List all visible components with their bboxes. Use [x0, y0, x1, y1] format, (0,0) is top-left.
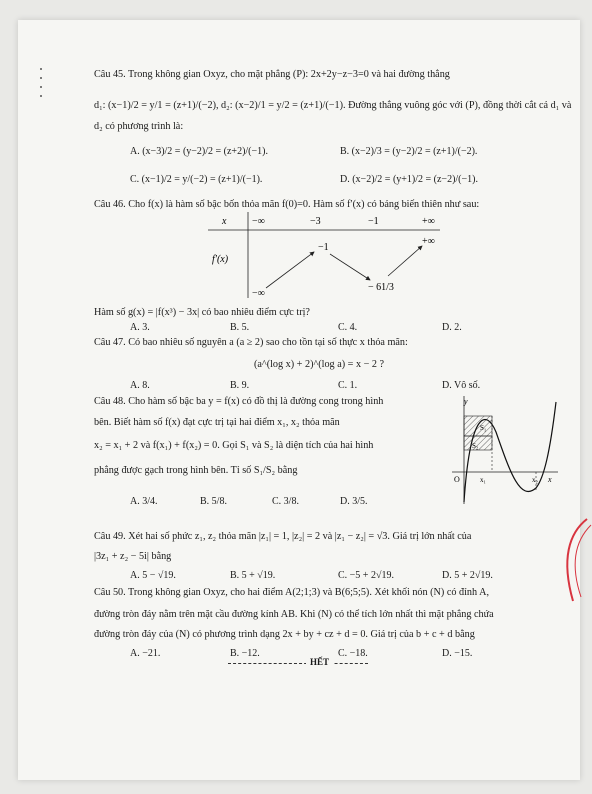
q48-line1: Câu 48. Cho hàm số bậc ba y = f(x) có đồ thị là đường cong trong hình: [94, 396, 384, 407]
q50-line1: Câu 50. Trong không gian Oxyz, cho hai điểm A(2;1;3) và B(6;5;5). Xét khối nón (N) có đỉnh A,: [94, 587, 490, 598]
q46-answer-c[interactable]: C. 4.: [338, 322, 358, 333]
table-x-neg1: −1: [368, 216, 379, 227]
q50-answer-b[interactable]: B. −12.: [230, 648, 260, 659]
red-stamp: [553, 515, 592, 605]
q48-line3: x₂ = x₁ + 2 và f(x₁) + f(x₂) = 0. Gọi S₁ và S₂ là diện tích của hai hình: [94, 440, 374, 451]
graph-y-label: y: [464, 397, 468, 406]
q50-answer-a[interactable]: A. −21.: [130, 648, 161, 659]
table-top-right: +∞: [422, 236, 435, 247]
q47-answer-a[interactable]: A. 8.: [130, 380, 150, 391]
graph-s1-label: S₁: [480, 424, 487, 432]
q47-answer-d[interactable]: D. Vô số.: [442, 380, 481, 391]
q49-answer-b[interactable]: B. 5 + √19.: [230, 570, 276, 581]
table-bottom-right: − 61/3: [368, 282, 394, 293]
table-x-neg3: −3: [310, 216, 321, 227]
q49-line2: |3z₁ + z₂ − 5i| bằng: [94, 551, 172, 562]
q46-answer-d[interactable]: D. 2.: [442, 322, 462, 333]
q47-line1: Câu 47. Có bao nhiêu số nguyên a (a ≥ 2) sao cho tồn tại số thực x thỏa mãn:: [94, 337, 408, 348]
cubic-graph: [440, 392, 560, 512]
q49-answer-c[interactable]: C. −5 + 2√19.: [338, 570, 394, 581]
q48-answer-a[interactable]: A. 3/4.: [130, 496, 158, 507]
graph-x-label: x: [548, 475, 552, 484]
q48-line4: phẳng được gạch trong hình bên. Tỉ số S₁/S₂ bằng: [94, 465, 298, 476]
q47-answer-b[interactable]: B. 9.: [230, 380, 250, 391]
q45-answer-d[interactable]: D. (x−2)/2 = (y+1)/2 = (z−2)/(−1).: [340, 174, 478, 185]
q48-answer-c[interactable]: C. 3/8.: [272, 496, 299, 507]
q49-answer-a[interactable]: A. 5 − √19.: [130, 570, 176, 581]
q48-line2: bên. Biết hàm số f(x) đạt cực trị tại hai điểm x₁, x₂ thỏa mãn: [94, 417, 340, 428]
q47-answer-c[interactable]: C. 1.: [338, 380, 358, 391]
q48-answer-b[interactable]: B. 5/8.: [200, 496, 227, 507]
q50-answer-c[interactable]: C. −18.: [338, 648, 368, 659]
footer-end: HẾT: [306, 656, 333, 669]
q50-answer-d[interactable]: D. −15.: [442, 648, 473, 659]
footer-rule-left: [228, 663, 368, 664]
q50-line2: đường tròn đáy nằm trên mặt cầu đường kính AB. Khi (N) có thể tích lớn nhất thì mặt phẳng chứa: [94, 609, 494, 620]
q47-equation: (a^(log x) + 2)^(log a) = x − 2 ?: [254, 359, 385, 370]
variation-table: [208, 212, 448, 302]
table-x-label: x: [222, 216, 227, 227]
margin-dots: [40, 68, 44, 104]
graph-origin-label: O: [454, 475, 460, 484]
q45-line3: d₂ có phương trình là:: [94, 121, 184, 132]
q45-line2: d₁: (x−1)/2 = y/1 = (z+1)/(−2), d₂: (x−2)/1 = y/2 = (z+1)/(−1). Đường thẳng vuông góc với (P), đồng thời cắt cả d₁ và: [94, 100, 572, 111]
q45-answer-c[interactable]: C. (x−1)/2 = y/(−2) = (z+1)/(−1).: [130, 174, 263, 185]
q48-answer-d[interactable]: D. 3/5.: [340, 496, 368, 507]
q49-line1: Câu 49. Xét hai số phức z₁, z₂ thỏa mãn |z₁| = 1, |z₂| = 2 và |z₁ − z₂| = √3. Giá trị lớn nhất của: [94, 531, 472, 542]
q46-answer-b[interactable]: B. 5.: [230, 322, 250, 333]
q46-line2: Hàm số g(x) = |f(x³) − 3x| có bao nhiêu điểm cực trị?: [94, 307, 310, 318]
graph-s2-label: S₂: [472, 442, 479, 450]
q50-line3: đường tròn đáy của (N) có phương trình dạng 2x + by + cz + d = 0. Giá trị của b + c + d bằng: [94, 629, 475, 640]
q46-answer-a[interactable]: A. 3.: [130, 322, 150, 333]
q45-answer-b[interactable]: B. (x−2)/3 = (y−2)/2 = (z+1)/(−2).: [340, 146, 478, 157]
table-bottom-left: −∞: [252, 288, 265, 299]
q45-line1: Câu 45. Trong không gian Oxyz, cho mặt phẳng (P): 2x+2y−z−3=0 và hai đường thẳng: [94, 69, 450, 80]
table-x-pos-inf: +∞: [422, 216, 435, 227]
table-x-neg-inf: −∞: [252, 216, 265, 227]
graph-x1-label: x₁: [480, 476, 486, 484]
exam-page: [18, 20, 580, 780]
q45-answer-a[interactable]: A. (x−3)/2 = (y−2)/2 = (z+2)/(−1).: [130, 146, 268, 157]
graph-x2-label: x₂: [532, 476, 538, 484]
table-mid: −1: [318, 242, 329, 253]
table-row-label: f′(x): [212, 254, 229, 265]
q46-line1: Câu 46. Cho f(x) là hàm số bậc bốn thỏa mãn f(0)=0. Hàm số f′(x) có bảng biến thiên như sau:: [94, 199, 480, 210]
q49-answer-d[interactable]: D. 5 + 2√19.: [442, 570, 493, 581]
